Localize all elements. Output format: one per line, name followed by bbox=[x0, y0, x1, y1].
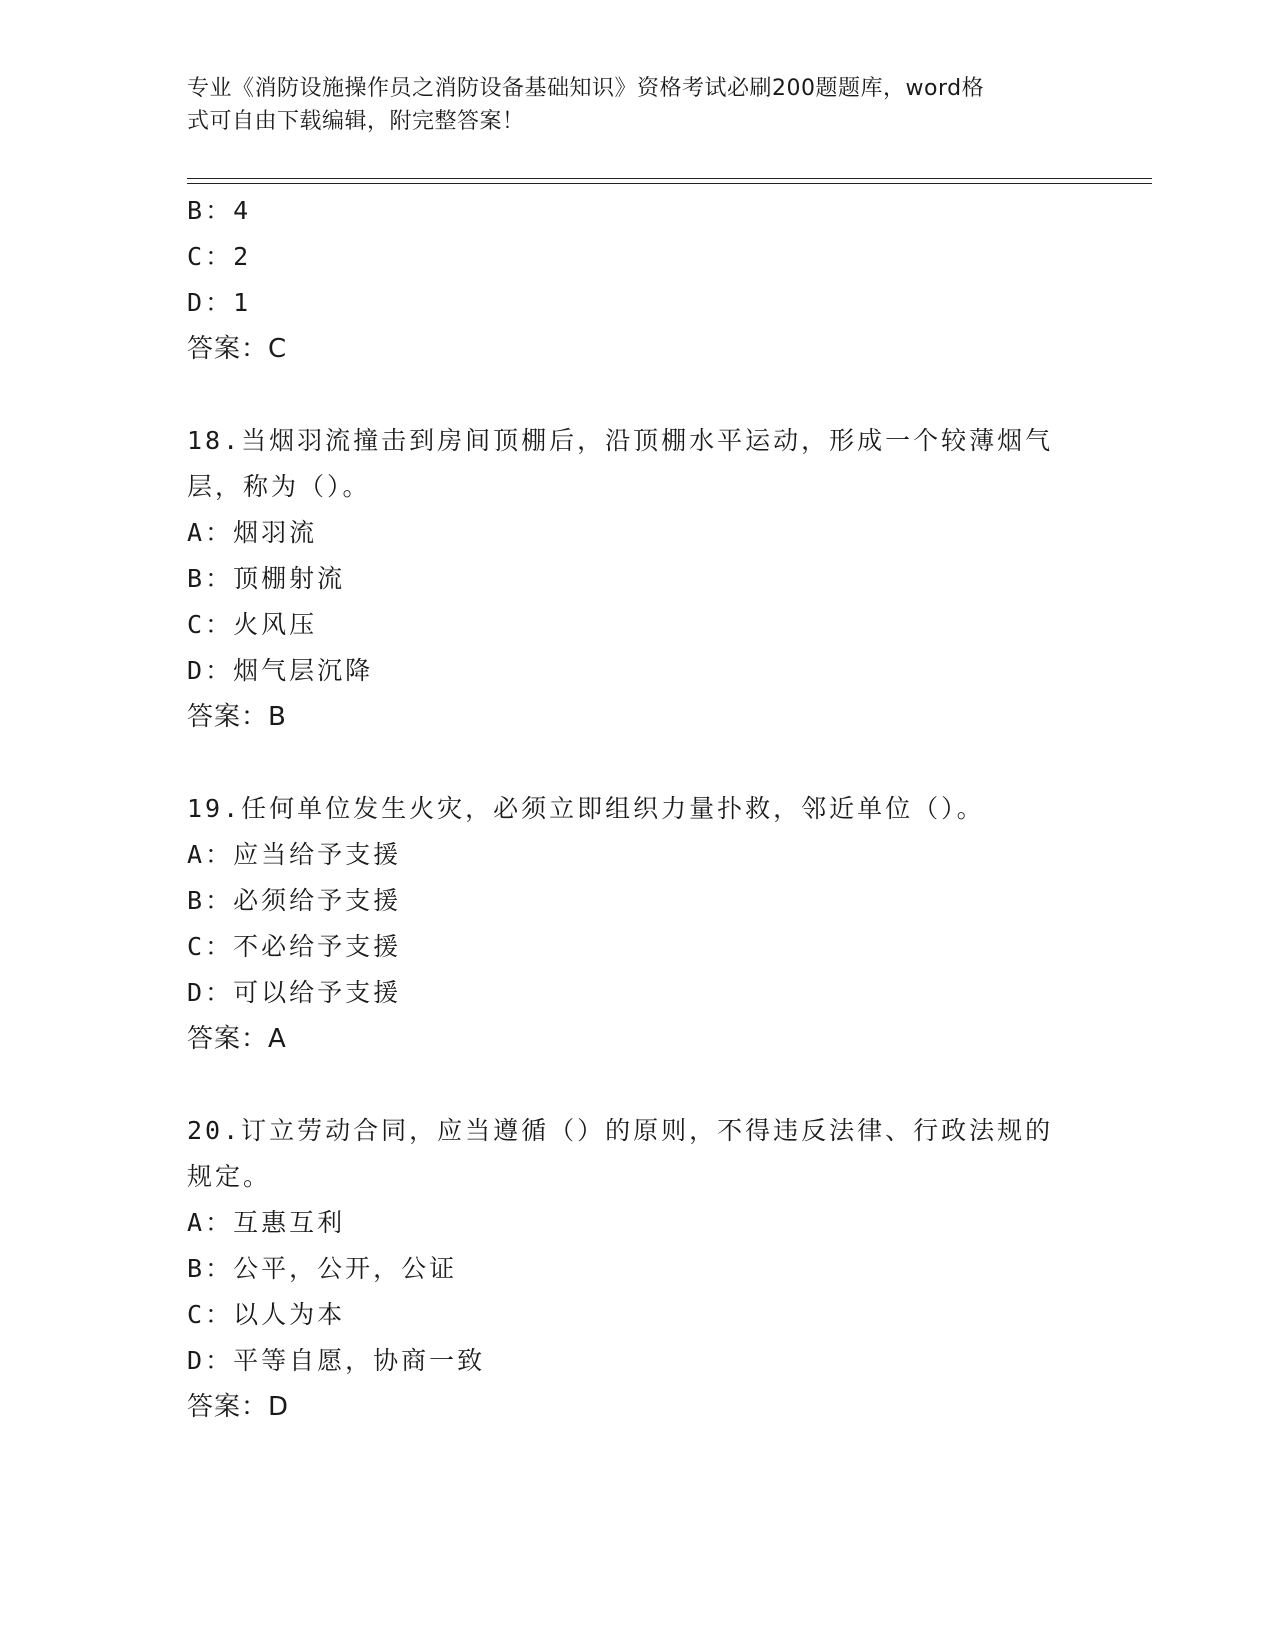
answer-line: 答案：C bbox=[187, 334, 288, 364]
option-b: B：公平，公开，公证 bbox=[187, 1254, 458, 1283]
option-c: C：2 bbox=[187, 242, 252, 271]
document-header bbox=[187, 72, 1067, 138]
option-b: B：顶棚射流 bbox=[187, 564, 346, 593]
option-b: B：必须给予支援 bbox=[187, 886, 402, 915]
option-a: A：互惠互利 bbox=[187, 1208, 346, 1237]
question-stem: 18.当烟羽流撞击到房间顶棚后，沿顶棚水平运动，形成一个较薄烟气 bbox=[187, 426, 1054, 455]
option-a: A：烟羽流 bbox=[187, 518, 318, 547]
question-19 bbox=[187, 786, 1087, 1062]
answer-line: 答案：B bbox=[187, 702, 287, 732]
question-20 bbox=[187, 1108, 1087, 1430]
question-18 bbox=[187, 418, 1087, 740]
option-d: D：烟气层沉降 bbox=[187, 656, 374, 685]
option-c: C：火风压 bbox=[187, 610, 318, 639]
header-line-1: 专业《消防设施操作员之消防设备基础知识》资格考试必刷200题题库，word格 bbox=[187, 76, 985, 101]
answer-line: 答案：A bbox=[187, 1024, 287, 1054]
option-a: A：应当给予支援 bbox=[187, 840, 402, 869]
option-c: C：以人为本 bbox=[187, 1300, 346, 1329]
header-rule-top bbox=[187, 178, 1152, 179]
option-c: C：不必给予支援 bbox=[187, 932, 402, 961]
question-stem: 20.订立劳动合同，应当遵循（）的原则，不得违反法律、行政法规的 bbox=[187, 1116, 1054, 1145]
question-stem-continued: 规定。 bbox=[187, 1162, 272, 1191]
header-line-2: 式可自由下载编辑，附完整答案！ bbox=[187, 109, 525, 134]
question-stem-continued: 层，称为（）。 bbox=[187, 472, 371, 501]
answer-line: 答案：D bbox=[187, 1392, 290, 1422]
header-rule-bottom bbox=[187, 183, 1152, 184]
carryover-block bbox=[187, 188, 1087, 372]
question-stem: 19.任何单位发生火灾，必须立即组织力量扑救，邻近单位（）。 bbox=[187, 794, 985, 823]
question-list bbox=[187, 188, 1087, 1430]
option-d: D：可以给予支援 bbox=[187, 978, 402, 1007]
option-d: D：1 bbox=[187, 288, 252, 317]
option-d: D：平等自愿，协商一致 bbox=[187, 1346, 486, 1375]
option-b: B：4 bbox=[187, 196, 252, 225]
